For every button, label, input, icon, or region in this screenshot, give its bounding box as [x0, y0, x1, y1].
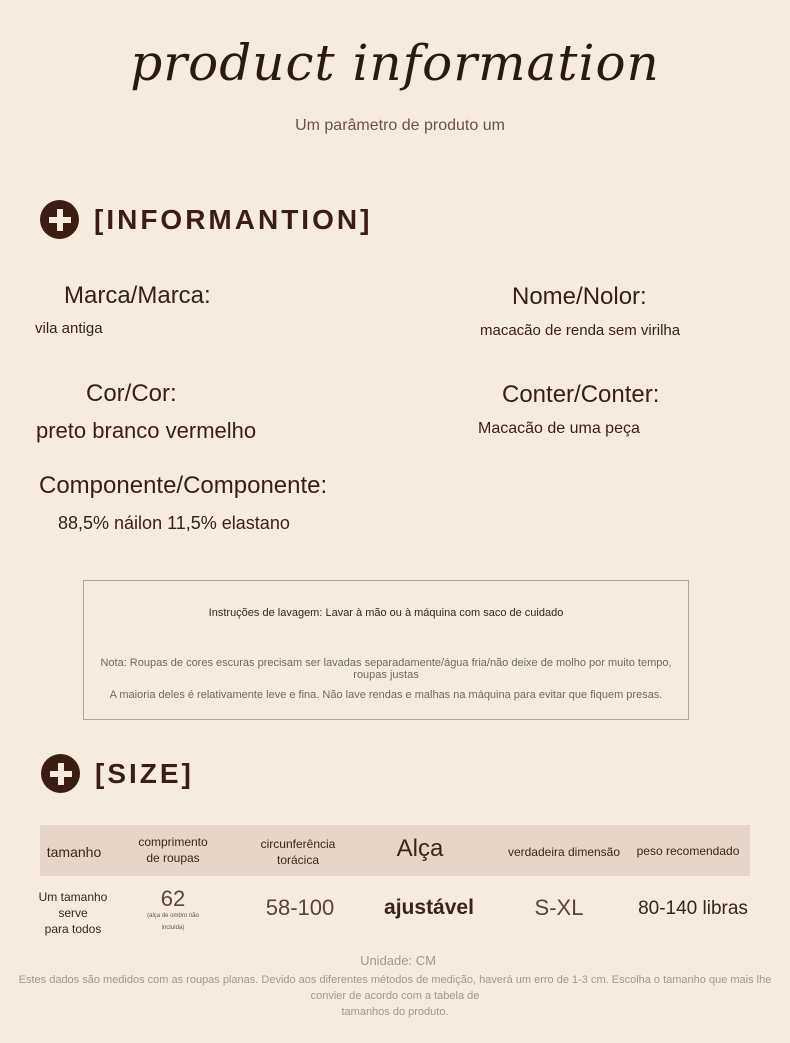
plus-circle-icon [40, 200, 79, 239]
name-label: Nome/Nolor: [512, 283, 647, 310]
wash-instruction-text: Instruções de lavagem: Lavar à mão ou à máquina com saco de cuidado [208, 607, 564, 619]
header-chest-2: torácica [276, 853, 320, 867]
header-true-size: verdadeira dimensão [507, 845, 621, 859]
row-size-line-1: Um tamanho serve [38, 890, 108, 920]
row-length-note-2: incluída) [161, 925, 185, 931]
measurement-note-line-2: tamanhos do produto. [341, 1006, 449, 1018]
plus-circle-icon [41, 754, 80, 793]
color-value: preto branco vermelho [36, 418, 257, 443]
row-length: 62 [160, 886, 186, 911]
measurement-note [6, 972, 784, 1020]
info-section-header [40, 200, 372, 239]
row-size-line-2: para todos [44, 922, 102, 936]
header-chest-1: circunferência [260, 837, 336, 851]
header-length-1: comprimento [138, 835, 208, 849]
content-label: Conter/Conter: [502, 381, 660, 408]
page-subtitle: Um parâmetro de produto um [295, 117, 505, 134]
size-table-header [40, 825, 750, 876]
name-value: macacão de renda sem virilha [480, 322, 681, 339]
brand-label: Marca/Marca: [64, 282, 211, 309]
wash-instructions-box [83, 580, 689, 720]
color-label: Cor/Cor: [86, 380, 177, 407]
brand-value: vila antiga [35, 320, 103, 337]
row-chest: 58-100 [265, 895, 335, 920]
page-title: product information [130, 34, 660, 92]
header-strap: Alça [396, 835, 444, 862]
header-weight: peso recomendado [636, 844, 740, 858]
measurement-note-line-1: Estes dados são medidos com as roupas planas. Devido aos diferentes métodos de medição, haverá um erro de 1-3 cm. Escolha o tamanho que mais lhe convier de acordo com a tabela de [18, 974, 772, 1002]
header-size: tamanho [46, 844, 102, 860]
info-section-title: [INFORMANTION] [94, 203, 373, 235]
component-label: Componente/Componente: [39, 472, 328, 499]
row-length-note [133, 910, 213, 934]
row-strap: ajustável [384, 896, 474, 919]
content-value: Macacão de uma peça [478, 420, 640, 437]
size-section-title: [SIZE] [95, 757, 194, 789]
size-section-header [41, 754, 194, 793]
header-length-2: de roupas [146, 851, 200, 865]
wash-note-text-2: A maioria deles é relativamente leve e fina. Não lave rendas e malhas na máquina para evitar que fiquem presas. [109, 689, 663, 701]
row-true-size: S-XL [534, 895, 584, 920]
row-size [28, 889, 118, 937]
row-length-note-1: (alça de ombro não [147, 913, 199, 919]
row-weight: 80-140 libras [638, 898, 748, 919]
unit-label: Unidade: CM [360, 953, 436, 968]
component-value: 88,5% náilon 11,5% elastano [58, 513, 290, 533]
wash-note-text: Nota: Roupas de cores escuras precisam ser lavadas separadamente/água fria/não deixe de molho por muito tempo, roupas justas [100, 657, 672, 681]
